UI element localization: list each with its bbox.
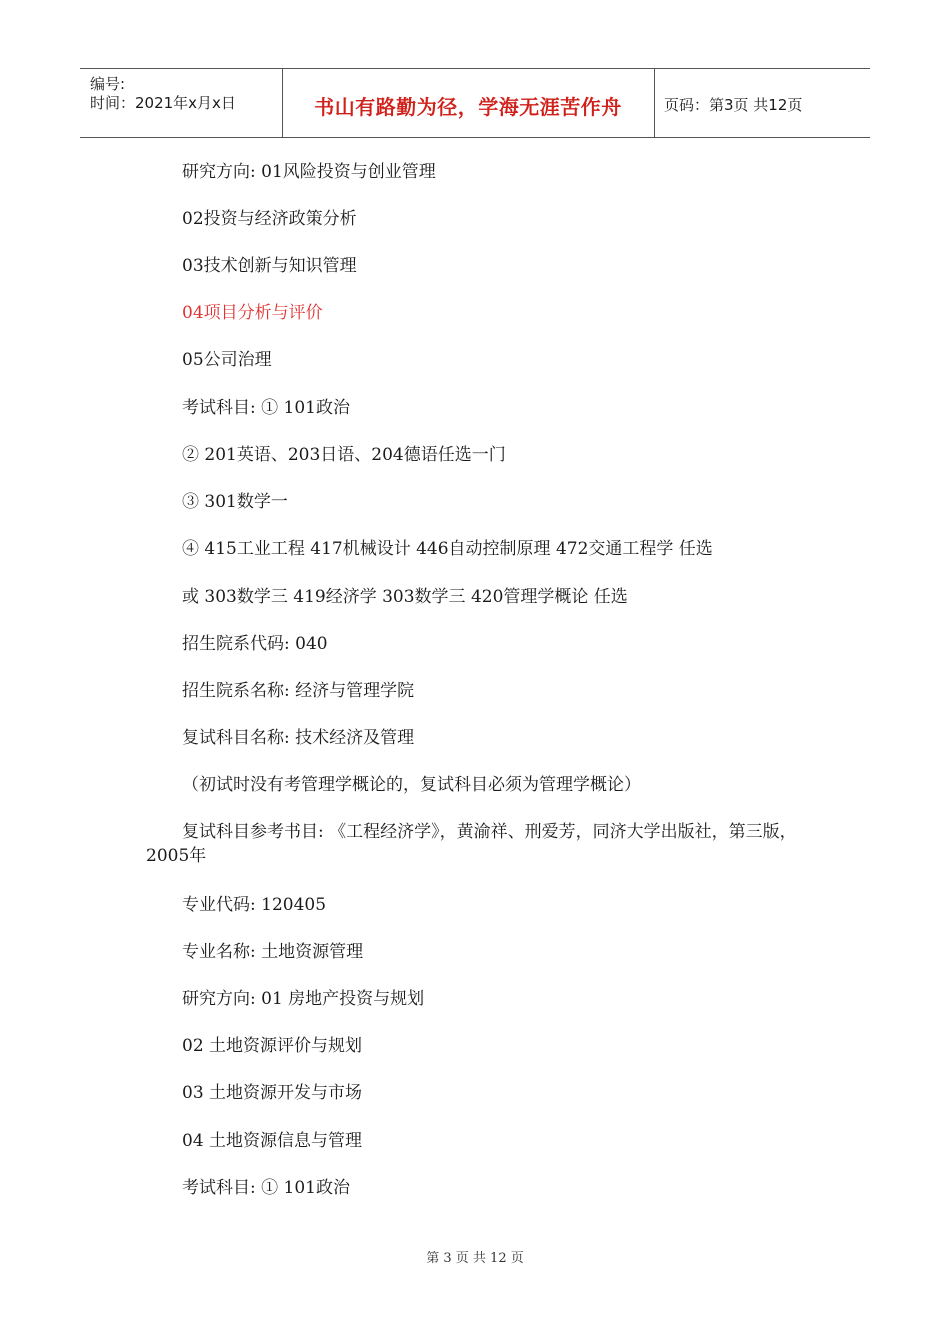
text-line: ② 201英语、203日语、204德语任选一门	[182, 445, 506, 465]
text-line: 复试科目名称: 技术经济及管理	[182, 728, 415, 748]
text-line: 研究方向: 01 房地产投资与规划	[182, 989, 425, 1009]
text-line: 招生院系代码: 040	[182, 634, 328, 654]
text-line: 专业名称: 土地资源管理	[182, 942, 364, 962]
text-paragraph: 复试科目参考书目: 《工程经济学》，黄渝祥、刑爱芳，同济大学出版社，第三版，2005年	[146, 822, 797, 866]
text-line: 研究方向: 01风险投资与创业管理	[182, 162, 436, 182]
text-line: ③ 301数学一	[182, 492, 288, 512]
text-line: 或 303数学三 419经济学 303数学三 420管理学概论 任选	[182, 587, 628, 607]
text-line: （初试时没有考管理学概论的，复试科目必须为管理学概论）	[182, 775, 641, 795]
text-line: 05公司治理	[182, 350, 272, 370]
text-line: 03技术创新与知识管理	[182, 256, 357, 276]
header-page-info: 页码：第3页 共12页	[664, 96, 803, 114]
text-line: 04 土地资源信息与管理	[182, 1131, 363, 1151]
header-motto: 书山有路勤为径，学海无涯苦作舟	[314, 95, 622, 119]
text-line: 专业代码: 120405	[182, 895, 327, 915]
text-line-highlighted: 04项目分析与评价	[182, 303, 323, 323]
text-line: 02投资与经济政策分析	[182, 209, 357, 229]
text-line: 03 土地资源开发与市场	[182, 1083, 363, 1103]
header-page-cell	[654, 69, 870, 137]
header-motto-cell	[282, 69, 655, 137]
text-line: ④ 415工业工程 417机械设计 446自动控制原理 472交通工程学 任选	[182, 539, 713, 559]
page-footer: 第 3 页 共 12 页	[426, 1251, 524, 1266]
text-line: 考试科目: ① 101政治	[182, 1178, 350, 1198]
text-line: 02 土地资源评价与规划	[182, 1036, 363, 1056]
text-line: 考试科目: ① 101政治	[182, 398, 350, 418]
doc-date: 时间：2021年x月x日	[90, 94, 236, 112]
text-line: 招生院系名称: 经济与管理学院	[182, 681, 415, 701]
page-header	[80, 68, 870, 138]
header-meta-cell	[80, 69, 283, 137]
doc-code-label: 编号:	[90, 75, 126, 93]
